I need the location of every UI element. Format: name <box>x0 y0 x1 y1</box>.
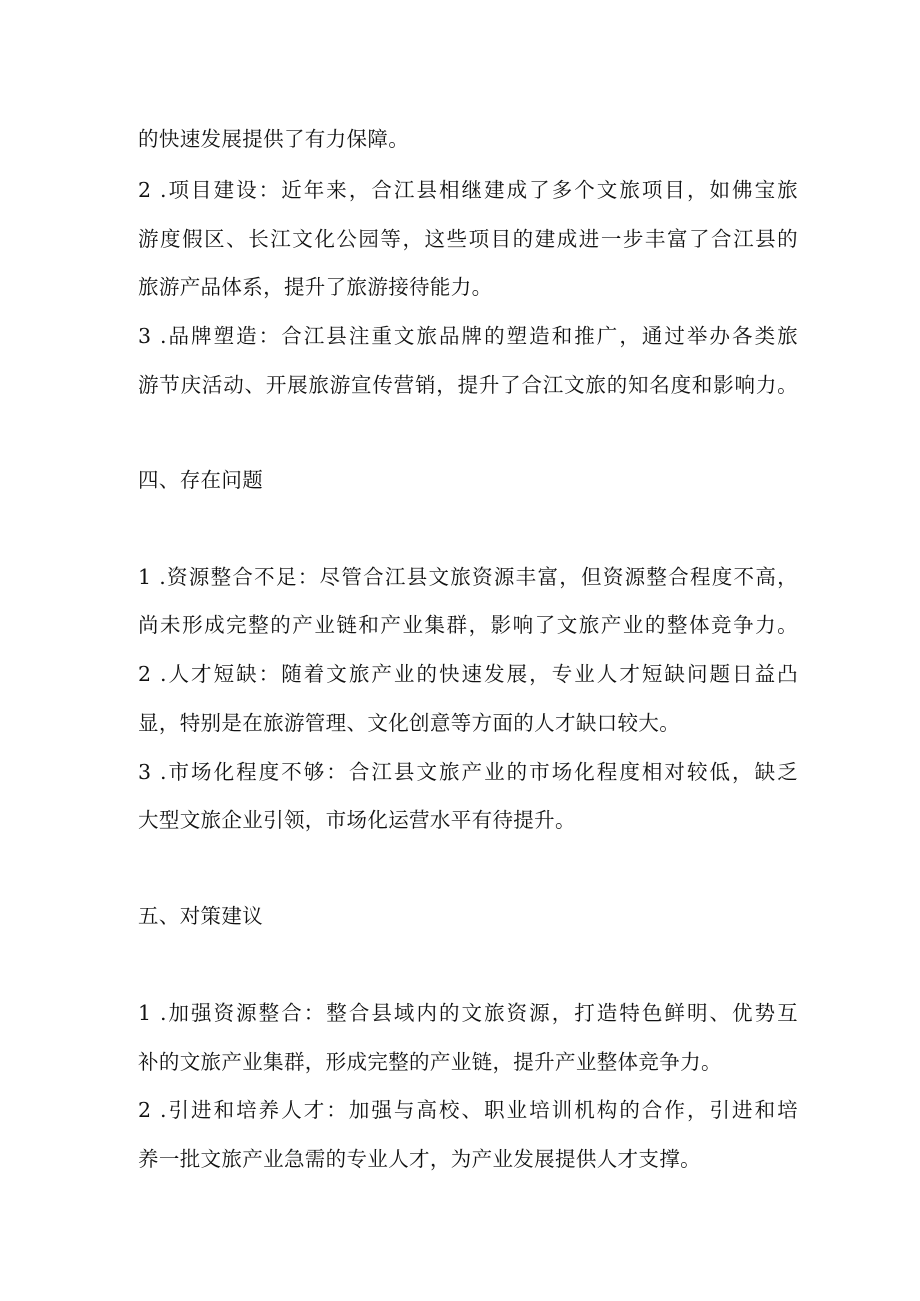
list-item-line: 1 .加强资源整合：整合县域内的文旅资源，打造特色鲜明、优势互 <box>138 1001 798 1025</box>
list-item-line: 游度假区、长江文化公园等，这些项目的建成进一步丰富了合江县的 <box>138 227 798 251</box>
list-item-line: 大型文旅企业引领，市场化运营水平有待提升。 <box>138 808 576 832</box>
list-item-line: 2 .人才短缺：随着文旅产业的快速发展，专业人才短缺问题日益凸 <box>138 662 798 686</box>
section-heading: 五、对策建议 <box>138 904 264 928</box>
list-item-line: 2 .项目建设：近年来，合江县相继建成了多个文旅项目，如佛宝旅 <box>138 178 798 202</box>
list-item-line: 游节庆活动、开展旅游宣传营销，提升了合江文旅的知名度和影响力。 <box>138 373 798 397</box>
list-item-line: 养一批文旅产业急需的专业人才，为产业发展提供人才支撑。 <box>138 1147 701 1171</box>
list-item-line: 显，特别是在旅游管理、文化创意等方面的人才缺口较大。 <box>138 711 681 735</box>
list-item-line: 1 .资源整合不足：尽管合江县文旅资源丰富，但资源整合程度不高， <box>138 565 798 589</box>
paragraph-line: 的快速发展提供了有力保障。 <box>138 127 410 151</box>
list-item-line: 尚未形成完整的产业链和产业集群，影响了文旅产业的整体竞争力。 <box>138 613 798 637</box>
list-item-line: 补的文旅产业集群，形成完整的产业链，提升产业整体竞争力。 <box>138 1050 722 1074</box>
section-heading: 四、存在问题 <box>138 468 264 492</box>
list-item-line: 2 .引进和培养人才：加强与高校、职业培训机构的合作，引进和培 <box>138 1098 798 1122</box>
list-item-line: 3 .市场化程度不够：合江县文旅产业的市场化程度相对较低，缺乏 <box>138 760 798 784</box>
list-item-line: 旅游产品体系，提升了旅游接待能力。 <box>138 275 493 299</box>
list-item-line: 3 .品牌塑造：合江县注重文旅品牌的塑造和推广，通过举办各类旅 <box>138 324 798 348</box>
